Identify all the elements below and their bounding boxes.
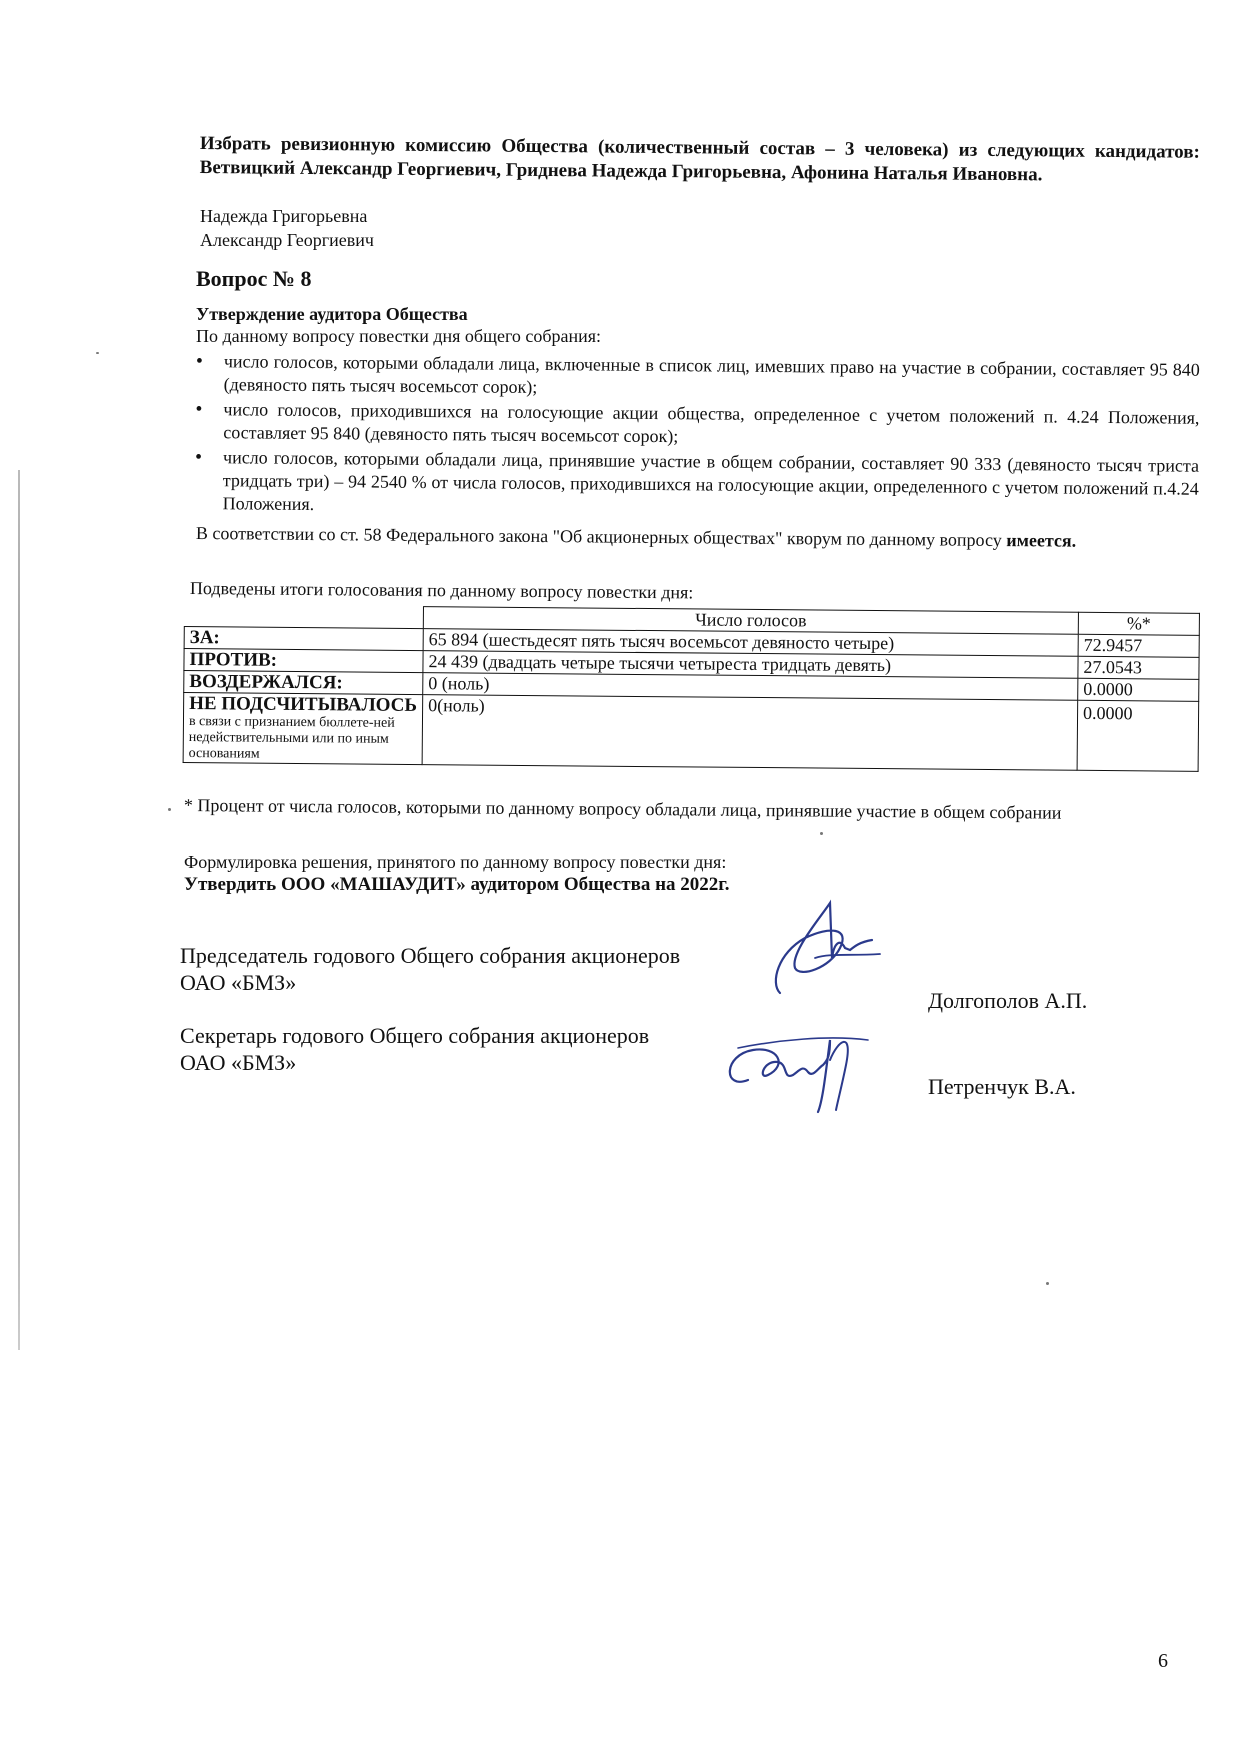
- secretary-signature-icon: [718, 1020, 878, 1120]
- list-item: • число голосов, приходившихся на голосующие акции общества, определенное с учетом положений п. 4.24 Положения, составляет 95 840 (девяносто пять тысяч восемьсот сорок);: [195, 398, 1199, 453]
- row-label-cell: [183, 693, 423, 765]
- row-votes: 0(ноль): [422, 695, 1078, 771]
- list-item: • число голосов, которыми обладали лица, включенные в список лиц, имевших право на участие в собрании, составляет 95 840 (девяносто пять тысяч восемьсот сорок);: [196, 350, 1200, 405]
- scan-speck: [168, 808, 171, 811]
- previous-decision-text: Избрать ревизионную комиссию Общества (количественный состав – 3 человека) из следующих кандидатов: Ветвицкий Александр Георгиевич, Гриднева Надежда Григорьевна, Афонина Наталья Ивановна.: [199, 132, 1200, 186]
- row-votes: 0 (ноль): [423, 673, 1078, 701]
- results-title: Подведены итоги голосования по данному вопросу повестки дня:: [189, 578, 694, 603]
- row-pct: 72.9457: [1078, 634, 1199, 657]
- scan-speck: [96, 352, 99, 354]
- scan-edge-shadow: [18, 470, 20, 1350]
- row-pct: [1077, 700, 1199, 771]
- chair-org: ОАО «БМЗ»: [180, 970, 297, 995]
- table-row: [183, 693, 1199, 772]
- chair-name: Долгополов А.П.: [928, 988, 1088, 1013]
- quorum-statement: [196, 522, 1200, 554]
- candidate-name-line-2: Александр Георгиевич: [200, 230, 374, 250]
- row-label: НЕ ПОДСЧИТЫВАЛОСЬ: [189, 693, 418, 717]
- chair-role: Председатель годового Общего собрания акционеров: [180, 943, 681, 968]
- secretary-name: Петренчук В.А.: [928, 1074, 1076, 1099]
- question-intro: По данному вопросу повестки дня общего собрания:: [196, 326, 602, 346]
- row-label: ВОЗДЕРЖАЛСЯ:: [184, 671, 423, 695]
- row-pct-value: 0.0000: [1082, 702, 1133, 724]
- row-pct: 27.0543: [1078, 656, 1199, 679]
- quorum-text: В соответствии со ст. 58 Федерального закона "Об акционерных обществах" кворум по данному вопросу: [195, 522, 1002, 551]
- table-footnote: * Процент от числа голосов, которыми по данному вопросу обладали лица, принявшие участие в общем собрании: [183, 794, 1062, 823]
- scan-speck: [1046, 1282, 1049, 1285]
- chair-signature-icon: [760, 898, 900, 1008]
- decision-label: Формулировка решения, принятого по данному вопросу повестки дня:: [184, 852, 727, 872]
- voting-results-table: [183, 604, 1200, 772]
- quorum-result: имеется.: [1006, 530, 1077, 551]
- row-pct: 0.0000: [1078, 678, 1199, 701]
- decision-text: Утвердить ООО «МАШАУДИТ» аудитором Общества на 2022г.: [184, 874, 730, 895]
- secretary-signature-block: [180, 1022, 649, 1076]
- chair-signature-block: [180, 942, 680, 996]
- row-label: ЗА:: [184, 627, 423, 651]
- secretary-org: ОАО «БМЗ»: [180, 1050, 297, 1075]
- votes-column-header: Число голосов: [423, 607, 1078, 635]
- list-item: • число голосов, которыми обладали лица, принявшие участие в общем собрании, составляет 90 333 (девяносто тысяч триста тридцать три) – 94 2540 % от числа голосов, приходившихся на голосующие акции, определенного с учетом положений п.4.24 Положения.: [195, 446, 1200, 524]
- question-subtitle: Утверждение аудитора Общества: [196, 304, 468, 324]
- row-label: ПРОТИВ:: [184, 649, 423, 673]
- row-label-note: в связи с признанием бюллете-ней недействительными или по иным основаниям: [188, 714, 395, 762]
- vote-count-list: [195, 350, 1200, 526]
- scan-speck: [820, 832, 823, 835]
- row-votes: 65 894 (шестьдесят пять тысяч восемьсот девяносто четыре): [423, 629, 1078, 657]
- row-votes: 24 439 (двадцать четыре тысячи четыреста тридцать девять): [423, 651, 1078, 679]
- page-number: 6: [1158, 1650, 1168, 1672]
- pct-column-header: %*: [1078, 612, 1199, 635]
- secretary-role: Секретарь годового Общего собрания акционеров: [180, 1023, 650, 1048]
- candidate-name-line-1: Надежда Григорьевна: [200, 206, 368, 226]
- question-title: Вопрос № 8: [196, 266, 312, 291]
